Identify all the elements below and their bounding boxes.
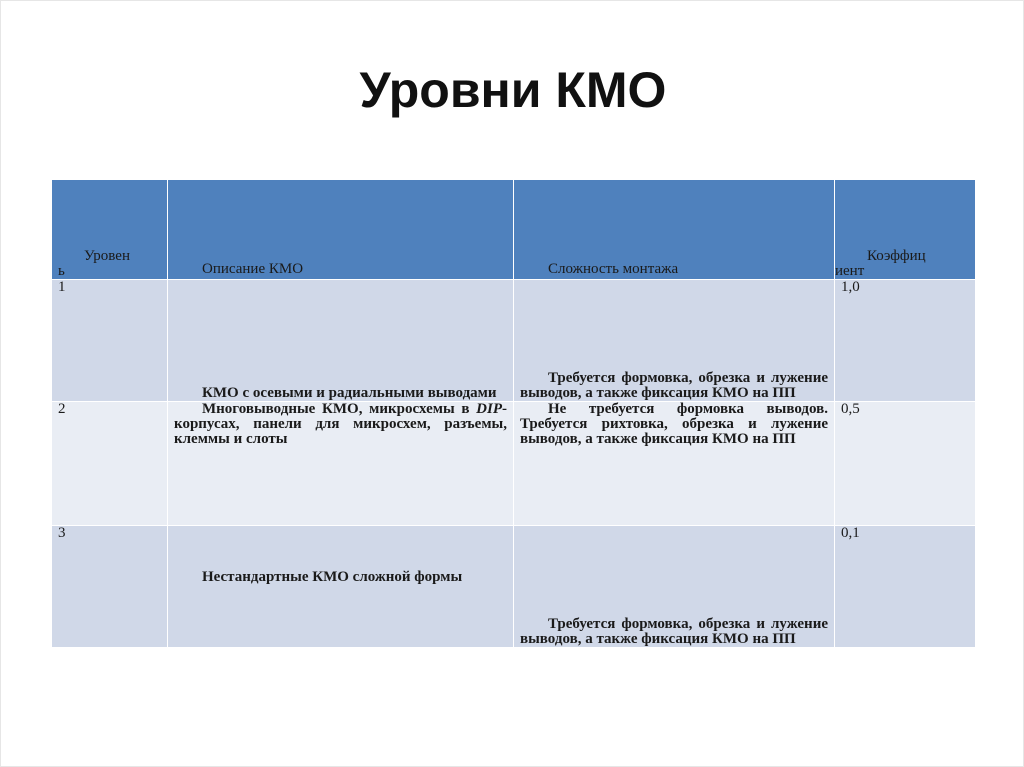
cell-description [168,402,514,526]
cell-level: 2 [52,402,168,526]
header-complexity: Сложность монтажа [514,180,835,280]
cell-level: 3 [52,526,168,648]
header-coef-line1: Коэффиц [867,248,926,264]
header-description: Описание КМО [168,180,514,280]
table-header-row [52,180,976,280]
cell-complexity: Требуется формовка, обрезка и лужение выводов, а также фиксация КМО на ПП [514,526,835,648]
table-row [52,526,976,648]
header-level [52,180,168,280]
description-text: Многовыводные КМО, микросхемы в [202,401,477,417]
cell-description: КМО с осевыми и радиальными выводами [168,280,514,402]
header-level-line2: ь [58,263,65,279]
cell-level: 1 [52,280,168,402]
cell-coefficient: 0,1 [835,526,976,648]
description-text-rest: -корпусах, панели для микросхем, разъемы, клеммы и слоты [174,401,507,447]
header-coef-line2: иент [835,263,865,279]
header-coefficient [835,180,976,280]
cell-complexity: Не требуется формовка выводов. Требуется рихтовка, обрезка и лужение выводов, а также фиксация КМО на ПП [514,402,835,526]
table-row [52,280,976,402]
kmo-levels-table [51,179,976,648]
cell-complexity: Требуется формовка, обрезка и лужение выводов, а также фиксация КМО на ПП [514,280,835,402]
description-dip: DIP [476,401,502,417]
cell-description: Нестандартные КМО сложной формы [168,526,514,648]
cell-coefficient: 1,0 [835,280,976,402]
slide-title: Уровни КМО [359,62,667,118]
cell-coefficient: 0,5 [835,402,976,526]
table-row [52,402,976,526]
header-level-line1: Уровен [84,248,130,264]
